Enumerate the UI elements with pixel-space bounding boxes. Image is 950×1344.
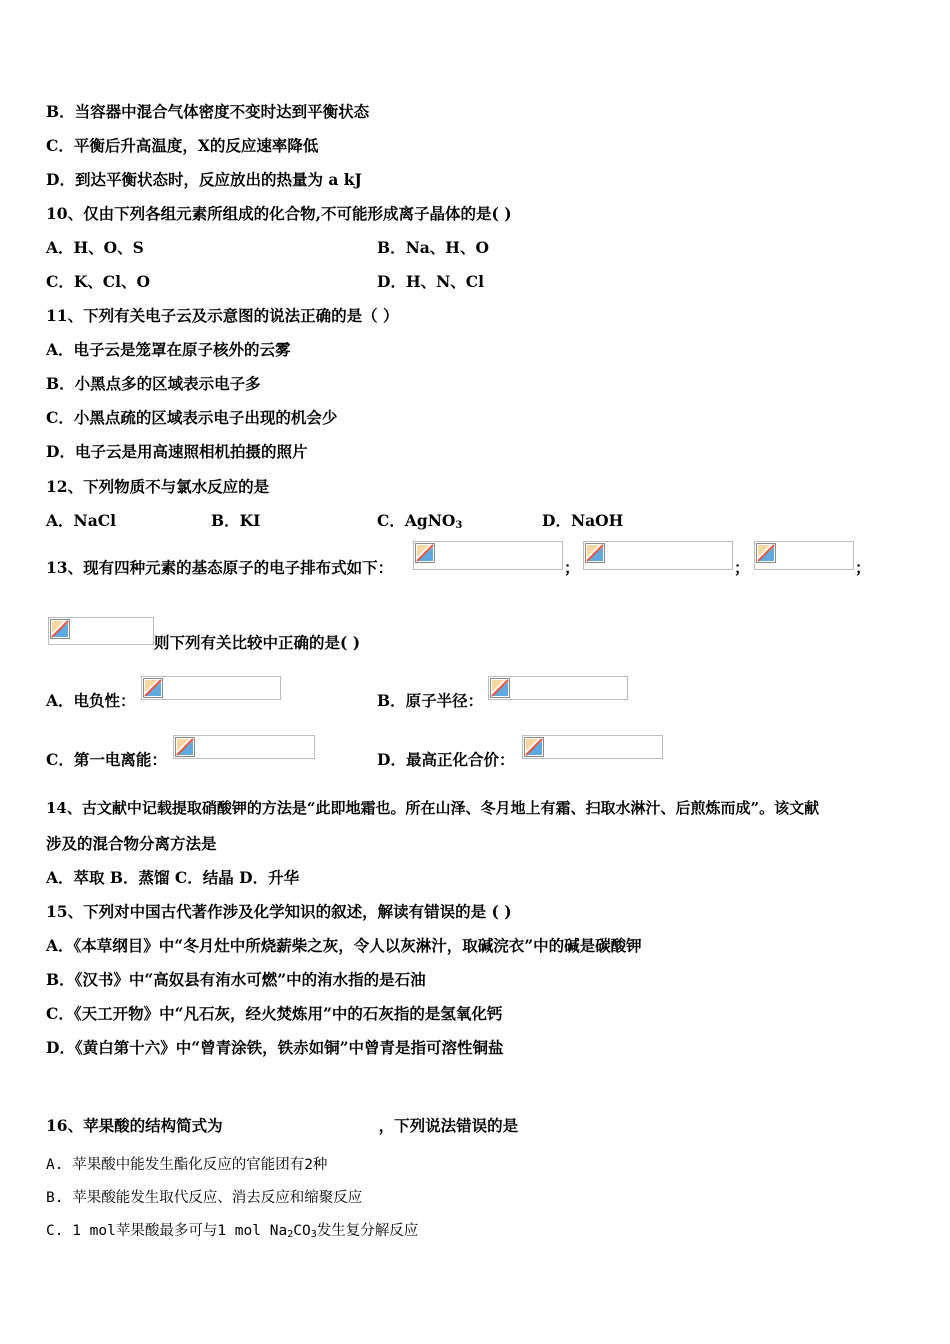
q14-options: A．萃取 B．蒸馏 C．结晶 D．升华	[46, 868, 300, 887]
broken-image-icon	[490, 678, 510, 698]
broken-image-icon	[585, 543, 605, 563]
q10-option-d: D．H、N、Cl	[377, 272, 484, 291]
q16-stem-text-end: ，下列说法错误的是	[378, 1116, 519, 1135]
q16-stem-text: 16、苹果酸的结构简式为	[46, 1116, 223, 1135]
q9-option-d: D．到达平衡状态时，反应放出的热量为 a kJ	[46, 170, 362, 189]
broken-image-icon	[175, 737, 195, 757]
q14-stem-line-1: 14、古文献中记载提取硝酸钾的方法是“此即地霜也。所在山泽、冬月地上有霜、扫取水淋汁、后煎炼而成”。该文献	[46, 799, 820, 817]
q13-option-c-image	[173, 735, 315, 759]
q16-option-c	[46, 1221, 418, 1245]
q12-option-c-text: C．AgNO	[377, 511, 456, 530]
broken-image-icon	[524, 737, 544, 757]
q12-option-a-text: A．NaCl	[46, 511, 116, 530]
q13-option-d: D．最高正化合价：	[377, 750, 515, 769]
q15-option-a: A．《本草纲目》中“冬月灶中所烧薪柴之灰，令人以灰淋汁，取碱浣衣”中的碱是碳酸钾	[46, 936, 642, 955]
q15-stem: 15、下列对中国古代著作涉及化学知识的叙述，解读有错误的是 ( )	[46, 902, 512, 921]
broken-image-icon	[143, 678, 163, 698]
q12-stem: 12、下列物质不与氯水反应的是	[46, 477, 270, 496]
q14-stem-line-2: 涉及的混合物分离方法是	[46, 834, 217, 853]
q16-option-a: A. 苹果酸中能发生酯化反应的官能团有2种	[46, 1157, 328, 1173]
q13-option-a-image	[141, 676, 281, 700]
q13-config-image-1	[413, 541, 563, 570]
q12-option-a	[46, 511, 116, 531]
q13-separator-2: ；	[734, 558, 750, 577]
q13-option-b: B．原子半径：	[377, 691, 484, 710]
q13-option-c: C．第一电离能：	[46, 750, 167, 769]
q12-option-b: B．KI	[211, 511, 261, 530]
q13-option-a: A．电负性：	[46, 691, 136, 710]
q13-option-b-image	[488, 676, 628, 700]
q12-option-c-subscript: 3	[455, 520, 463, 531]
q13-separator-1: ；	[564, 558, 580, 577]
q10-option-a: A．H、O、S	[46, 238, 144, 257]
q13-stem: 13、现有四种元素的基态原子的电子排布式如下：	[46, 558, 394, 577]
q15-option-b: B．《汉书》中“高奴县有洧水可燃”中的洧水指的是石油	[46, 970, 426, 989]
q16-option-c-sub1: 2	[287, 1229, 294, 1240]
q13-stem-continued: 则下列有关比较中正确的是( )	[154, 633, 361, 652]
q10-option-b: B．Na、H、O	[377, 238, 489, 257]
q9-option-b: B．当容器中混合气体密度不变时达到平衡状态	[46, 102, 370, 121]
q12-option-c	[377, 511, 462, 536]
q16-option-c-end: 发生复分解反应	[316, 1223, 419, 1239]
q13-option-d-image	[522, 735, 663, 759]
q13-config-image-2	[583, 541, 733, 570]
q11-stem: 11、下列有关电子云及示意图的说法正确的是（ ）	[46, 306, 399, 325]
q11-option-c: C．小黑点疏的区域表示电子出现的机会少	[46, 408, 338, 427]
q16-option-c-sub2: 3	[310, 1229, 317, 1240]
q9-option-c: C．平衡后升高温度，X的反应速率降低	[46, 136, 319, 155]
broken-image-icon	[50, 619, 70, 639]
q12-option-d: D．NaOH	[542, 511, 624, 530]
q11-option-b: B．小黑点多的区域表示电子多	[46, 374, 261, 393]
q16-option-b: B. 苹果酸能发生取代反应、消去反应和缩聚反应	[46, 1190, 363, 1206]
q11-option-a: A．电子云是笼罩在原子核外的云雾	[46, 340, 291, 359]
q10-stem: 10、仅由下列各组元素所组成的化合物,不可能形成离子晶体的是( )	[46, 204, 512, 223]
q13-separator-3: ；	[855, 558, 871, 577]
q10-option-c: C．K、Cl、O	[46, 272, 151, 291]
q16-option-c-text: C. 1 mol苹果酸最多可与1 mol Na	[46, 1223, 288, 1239]
q15-option-c: C．《天工开物》中“凡石灰，经火焚炼用”中的石灰指的是氢氧化钙	[46, 1004, 503, 1023]
q13-config-image-3	[754, 541, 854, 570]
q11-option-d: D．电子云是用高速照相机拍摄的照片	[46, 442, 308, 461]
broken-image-icon	[756, 543, 776, 563]
q15-option-d: D．《黄白第十六》中“曾青涂铁，铁赤如铜”中曾青是指可溶性铜盐	[46, 1038, 504, 1057]
q16-option-c-mid: CO	[293, 1223, 311, 1239]
q16-stem	[46, 1116, 518, 1136]
broken-image-icon	[415, 543, 435, 563]
q13-config-image-4	[48, 617, 154, 645]
